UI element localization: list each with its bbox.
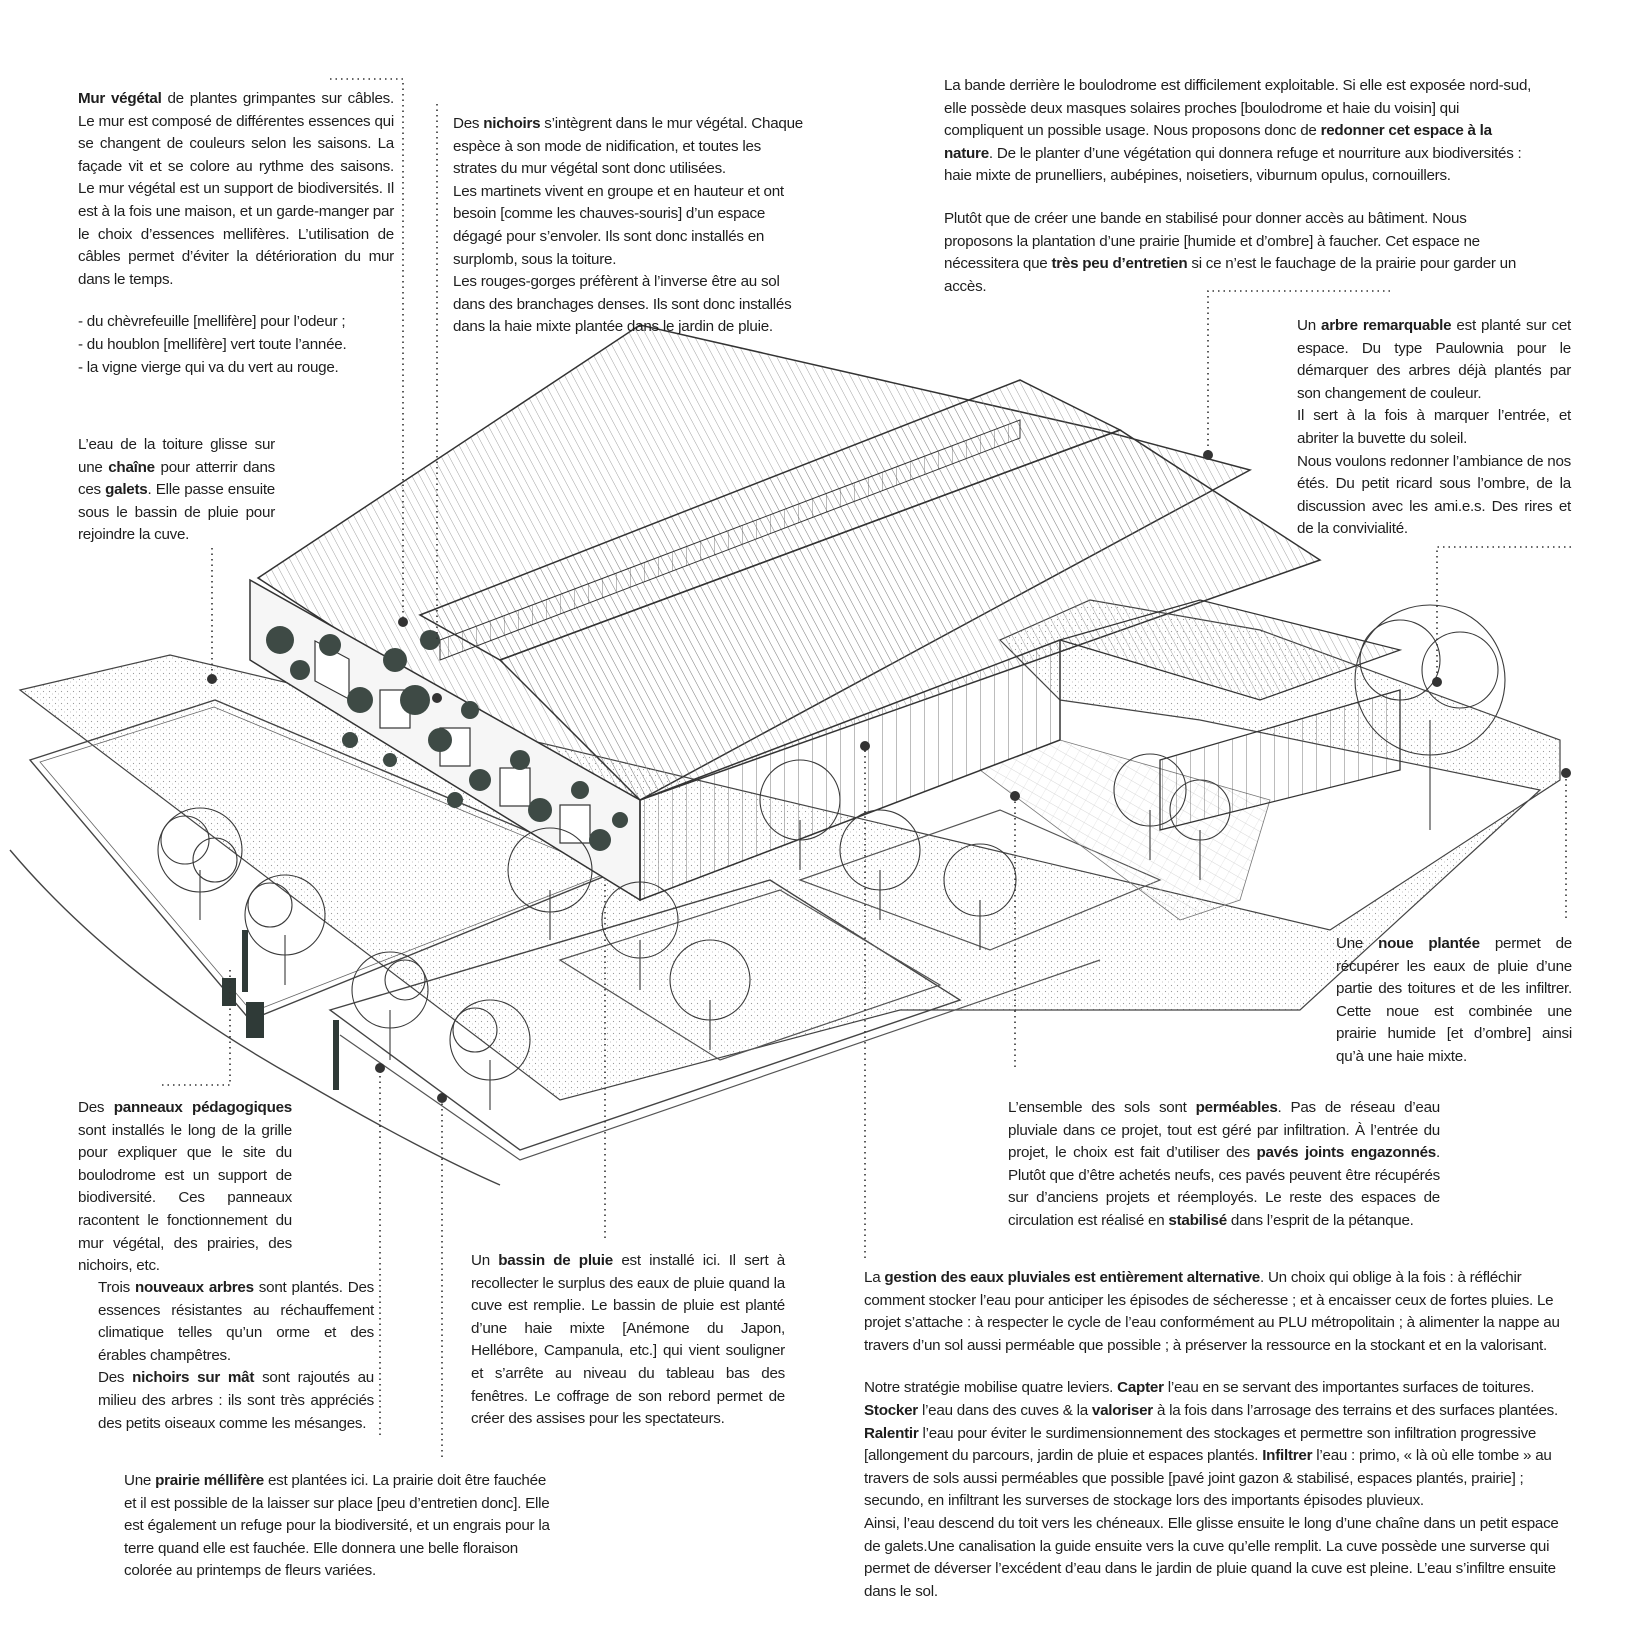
note-text: Des — [453, 115, 484, 132]
note-text: est plantées ici. La prairie doit être fauchée et il est possible de la laisser sur place [peu d’entretien donc]. Elle est également un refuge pour la biodiversité, et un engrais pour la terre quand elle est fauchée. Elle donnera une belle floraison colorée au printemps de fleurs variées. — [124, 1472, 550, 1580]
note-text: l’eau dans des cuves & la — [917, 1401, 1092, 1419]
note-keyword: Ralentir — [864, 1424, 919, 1442]
note-keyword: chaîne — [108, 458, 155, 476]
note-text: Une — [1336, 935, 1379, 952]
note-noue — [1336, 933, 1572, 1069]
note-text: . Pas de réseau d’eau pluviale dans ce projet, tout est géré par infiltration. À l’entrée du projet, le choix est fait d’utiliser des — [1008, 1099, 1440, 1162]
note-text: Ainsi, l’eau descend du toit vers les chéneaux. Elle glisse ensuite le long d’une chaîne dans un petit espace de galets.Une canalisation la guide ensuite vers la cuve qu’elle remplit. La cuve possède une surverse qui permet de déverser l’excédent d’eau dans le jardin de pluie quand la cuve est pleine. L’eau s’infiltre ensuite dans le sol. — [864, 1514, 1559, 1600]
note-keyword: très peu d’entretien — [1051, 255, 1188, 273]
note-text: dans l’esprit de la pétanque. — [1226, 1211, 1414, 1229]
panels-and-masts — [222, 930, 339, 1090]
note-keyword: stabilisé — [1168, 1211, 1227, 1229]
note-list-item: - la vigne vierge qui va du vert au rouge. — [78, 358, 339, 376]
note-text: est planté sur cet espace. Du type Paulownia pour le démarquer des arbres déjà plantés par son changement de couleur. — [1297, 317, 1571, 402]
note-text: l’eau : primo, « là où elle tombe » au travers de sols aussi perméables que possible [pavé joint gazon & stabilisé, espaces plantés, prairie] ; secundo, en infiltrant les surverses de stockage lors des importants épisodes pluvieux. — [864, 1447, 1552, 1510]
note-nichoirs — [453, 113, 807, 339]
note-keyword: nouveaux arbres — [134, 1279, 254, 1296]
note-text: . Plutôt que d’être achetés neufs, ces pavés peuvent être récupérés sur d’anciens projets et réemployés. Le reste des espaces de circulation est réalisé en — [1008, 1144, 1440, 1229]
note-prairie — [124, 1470, 560, 1583]
note-text: La — [864, 1269, 885, 1286]
note-mur-vegetal — [78, 88, 394, 379]
note-text: l’eau en se servant des importantes surfaces de toitures. — [1163, 1379, 1535, 1397]
note-panneaux — [78, 1097, 292, 1278]
note-text: sont plantés. Des essences résistantes au réchauffement climatique telles qu’un orme et des érables champêtres. — [98, 1279, 374, 1364]
note-text: . Elle passe ensuite sous le bassin de pluie pour rejoindre la cuve. — [78, 481, 275, 544]
note-arbre-remarquable — [1297, 315, 1571, 541]
note-text: La bande derrière le boulodrome est difficilement exploitable. Si elle est exposée nord-sud, elle possède deux masques solaires proches [boulodrome et haie du voisin] qui compliquent un possible usage. Nous proposons donc de — [944, 77, 1532, 140]
note-keyword: gestion des eaux pluviales est entièrement alternative — [884, 1269, 1260, 1286]
facade-window — [500, 768, 530, 806]
note-keyword: perméables — [1195, 1099, 1278, 1116]
note-text: Des — [78, 1099, 114, 1116]
note-text: Plutôt que de créer une bande en stabilisé pour donner accès au bâtiment. Nous proposons la plantation d’une prairie [humide et d’ombre] à faucher. Cet espace ne nécessitera que — [944, 209, 1480, 273]
nest-mast — [242, 930, 248, 992]
note-gestion — [864, 1267, 1576, 1603]
note-keyword: galets — [105, 481, 148, 499]
note-text: . Un choix qui oblige à la fois : à réfléchir comment stocker l’eau pour anticiper les épisodes de sécheresse ; et à encaisser ceux de fortes pluies. Le projet s’attache : à respecter le cycle de l’eau conformément au PLU métropolitain ; à alimenter la nappe au travers d’un sol aussi perméable que possible ; à préserver la ressource en la stockant et en la valorisant. — [864, 1269, 1560, 1354]
note-text: Trois — [98, 1279, 135, 1296]
note-keyword: Mur végétal — [78, 90, 162, 107]
note-text: Les rouges-gorges préfèrent à l’inverse être au sol dans des branchages denses. Ils sont donc installés dans la haie mixte plantée dans le jardin de pluie. — [453, 273, 792, 336]
note-text: L’ensemble des sols sont — [1008, 1099, 1196, 1116]
note-text: Un — [1297, 317, 1322, 334]
note-text: Les martinets vivent en groupe et en hauteur et ont besoin [comme les chauves-souris] d’un espace dégagé pour s’envoler. Ils sont donc installés en surplomb, sous la toiture. — [453, 182, 784, 268]
note-sols — [1008, 1097, 1440, 1233]
note-keyword: arbre remarquable — [1321, 317, 1452, 334]
note-text: Une — [124, 1472, 156, 1489]
note-bande — [944, 75, 1536, 298]
note-keyword: panneaux pédagogiques — [113, 1099, 293, 1116]
note-keyword: Capter — [1117, 1379, 1164, 1397]
note-text: sont installés le long de la grille pour expliquer que le site du boulodrome est un support de biodiversité. Ces panneaux racontent le fonctionnement du mur végétal, des prairies, des nichoirs, etc. — [78, 1121, 292, 1275]
note-text: pour atterrir dans ces — [78, 458, 275, 499]
note-list-item: - du houblon [mellifère] vert toute l’année. — [78, 335, 347, 353]
note-text: Nous voulons redonner l’ambiance de nos étés. Du petit ricard sous l’ombre, de la discussion avec les ami.e.s. Des rires et de la convivialité. — [1297, 452, 1571, 538]
note-keyword: bassin de pluie — [498, 1252, 613, 1269]
note-text: Il sert à la fois à marquer l’entrée, et abriter la buvette du soleil. — [1297, 407, 1571, 447]
note-keyword: nichoirs sur mât — [132, 1369, 255, 1387]
note-keyword: prairie méllifère — [155, 1472, 264, 1489]
nest-mast — [333, 1020, 339, 1090]
note-keyword: valoriser — [1091, 1401, 1153, 1419]
facade-window — [560, 805, 590, 843]
note-list-item: - du chèvrefeuille [mellifère] pour l’odeur ; — [78, 313, 346, 331]
note-text: est installé ici. Il sert à recollecter le surplus des eaux de pluie quand la cuve est remplie. Le bassin de pluie est planté d’une haie mixte [Anémone du Japon, Hellébore, Campanula, etc.] qui vient souligner et s’arrête au niveau du tableau bas des fenêtres. Le coffrage de son rebord permet de créer des assises pour les spectateurs. — [471, 1252, 785, 1428]
note-text: Notre stratégie mobilise quatre leviers. — [864, 1379, 1118, 1397]
note-arbres — [98, 1277, 374, 1435]
note-bassin — [471, 1250, 785, 1431]
note-text: de plantes grimpantes sur câbles. Le mur est composé de différentes essences qui se changent de couleurs selon les saisons. La façade vit et se colore au rythme des saisons. Le mur végétal est un support de biodiversités. Il est à la fois une maison, et un garde-manger par le choix d’essences mellifères. L’utilisation de câbles permet d’éviter la détérioration du mur dans le temps. — [78, 90, 394, 288]
pedagogical-panel — [222, 978, 236, 1006]
note-text: Un — [471, 1252, 499, 1269]
note-keyword: pavés joints engazonnés — [1256, 1144, 1436, 1162]
pedagogical-panel — [246, 1002, 264, 1038]
note-chaine — [78, 434, 275, 547]
note-keyword: nichoirs — [483, 115, 541, 132]
note-text: à la fois dans l’arrosage des terrains et des surfaces plantées. — [1152, 1401, 1558, 1419]
note-keyword: noue plantée — [1378, 935, 1480, 952]
note-keyword: Stocker — [864, 1401, 918, 1419]
note-text: . De le planter d’une végétation qui donnera refuge et nourriture aux biodiversités : haie mixte de prunelliers, aubépines, noisetiers, viburnum opulus, cornouillers. — [944, 144, 1522, 185]
note-text: s’intègrent dans le mur végétal. Chaque espèce à son mode de nidification, et toutes les strates du mur végétal sont donc utilisées. — [453, 115, 804, 178]
note-text: L’eau de la toiture glisse sur une — [78, 436, 275, 476]
note-text: permet de récupérer les eaux de pluie d’une partie des toitures et de les infiltrer. Cette noue est combinée une prairie humide [et d’ombre] ainsi qu’à une haie mixte. — [1336, 935, 1572, 1065]
note-text: si ce n’est le fauchage de la prairie pour garder un accès. — [944, 255, 1517, 295]
note-text: l’eau pour éviter le surdimensionnement des stockages et permettre son infiltration progressive [allongement du parcours, jardin de pluie et espaces plantés. — [864, 1424, 1537, 1465]
note-text: Des — [98, 1369, 133, 1387]
note-keyword: Infiltrer — [1262, 1447, 1313, 1465]
note-text: sont rajoutés au milieu des arbres : ils sont très appréciés des petits oiseaux comme les mésanges. — [98, 1369, 374, 1432]
note-keyword: redonner cet espace à la nature — [944, 122, 1492, 162]
